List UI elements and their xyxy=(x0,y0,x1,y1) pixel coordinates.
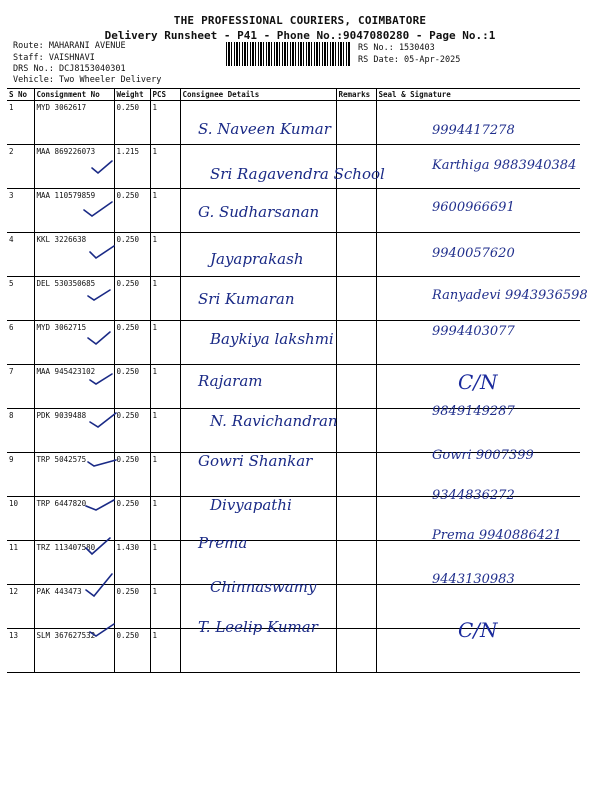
row-pcs: 1 xyxy=(150,233,180,277)
consignee-handwritten-name: T. Leelip Kumar xyxy=(198,618,318,636)
company-title: THE PROFESSIONAL COURIERS, COIMBATORE xyxy=(173,14,427,27)
signature-scrawl: C/N xyxy=(458,370,498,394)
row-pcs: 1 xyxy=(150,497,180,541)
consignment-number: TRP 5042575 xyxy=(34,453,114,497)
consignee-handwritten-name: Jayaprakash xyxy=(210,250,304,268)
signature-scrawl: Karthiga 9883940384 xyxy=(432,158,577,173)
remarks-cell xyxy=(336,365,376,409)
signature-scrawl: 9940057620 xyxy=(432,246,515,261)
row-weight: 0.250 xyxy=(114,101,150,145)
col-consignee-header: Consignee Details xyxy=(180,89,336,101)
consignee-handwritten-name: Sri Kumaran xyxy=(198,290,295,308)
consignment-number: MYD 3062617 xyxy=(34,101,114,145)
col-consignment-header: Consignment No xyxy=(34,89,114,101)
row-pcs: 1 xyxy=(150,541,180,585)
row-pcs: 1 xyxy=(150,101,180,145)
remarks-cell xyxy=(336,233,376,277)
signature-scrawl: 9994417278 xyxy=(432,123,515,138)
consignee-handwritten-name: Chinnaswamy xyxy=(210,578,317,596)
col-weight-header: Weight xyxy=(114,89,150,101)
consignee-handwritten-name: N. Ravichandran xyxy=(210,412,338,430)
consignment-number: KKL 3226638 xyxy=(34,233,114,277)
table-header-row xyxy=(7,89,580,101)
signature-scrawl: Ranyadevi 9943936598 xyxy=(432,288,588,303)
remarks-cell xyxy=(336,321,376,365)
consignment-number: MYD 3062715 xyxy=(34,321,114,365)
consignee-handwritten-name: Baykiya lakshmi xyxy=(210,330,334,348)
vehicle-label: Vehicle: Two Wheeler Delivery xyxy=(13,75,162,85)
row-sno: 1 xyxy=(7,101,34,145)
consignee-handwritten-name: Gowri Shankar xyxy=(198,452,313,470)
remarks-cell xyxy=(336,497,376,541)
rs-number: RS No.: 1530403 xyxy=(358,43,435,53)
signature-scrawl: C/N xyxy=(458,618,498,642)
row-pcs: 1 xyxy=(150,189,180,233)
row-pcs: 1 xyxy=(150,365,180,409)
consignment-number: PAK 443473 xyxy=(34,585,114,629)
staff-label: Staff: VAISHNAVI xyxy=(13,53,95,63)
col-remarks-header: Remarks xyxy=(336,89,376,101)
row-pcs: 1 xyxy=(150,585,180,629)
consignment-number: TRP 6447820 xyxy=(34,497,114,541)
remarks-cell xyxy=(336,101,376,145)
row-weight: 1.215 xyxy=(114,145,150,189)
col-pcs-header: PCS xyxy=(150,89,180,101)
consignee-handwritten-name: Rajaram xyxy=(198,372,263,390)
row-pcs: 1 xyxy=(150,321,180,365)
remarks-cell xyxy=(336,409,376,453)
signature-scrawl: 9600966691 xyxy=(432,200,515,215)
consignment-number: MAA 869226073 xyxy=(34,145,114,189)
row-weight: 0.250 xyxy=(114,585,150,629)
consignment-number: TRZ 113407580 xyxy=(34,541,114,585)
row-sno: 2 xyxy=(7,145,34,189)
row-weight: 0.250 xyxy=(114,189,150,233)
row-weight: 0.250 xyxy=(114,277,150,321)
row-sno: 6 xyxy=(7,321,34,365)
consignee-handwritten-name: Prema xyxy=(198,534,248,552)
row-sno: 11 xyxy=(7,541,34,585)
signature-scrawl: Gowri 9007399 xyxy=(432,448,534,463)
col-sno-header: S No xyxy=(7,89,34,101)
runsheet-subtitle: Delivery Runsheet - P41 - Phone No.:9047080280 - Page No.:1 xyxy=(104,29,496,42)
row-sno: 10 xyxy=(7,497,34,541)
row-weight: 0.250 xyxy=(114,629,150,673)
consignment-number: MAA 945423102 xyxy=(34,365,114,409)
row-weight: 0.250 xyxy=(114,497,150,541)
row-sno: 7 xyxy=(7,365,34,409)
signature-scrawl: 9344836272 xyxy=(432,488,515,503)
consignee-handwritten-name: Divyapathi xyxy=(210,496,292,514)
drs-label: DRS No.: DCJ8153040301 xyxy=(13,64,126,74)
row-weight: 0.250 xyxy=(114,409,150,453)
remarks-cell xyxy=(336,629,376,673)
row-weight: 0.250 xyxy=(114,233,150,277)
row-weight: 1.430 xyxy=(114,541,150,585)
row-sno: 13 xyxy=(7,629,34,673)
row-pcs: 1 xyxy=(150,453,180,497)
col-signature-header: Seal & Signature xyxy=(376,89,580,101)
remarks-cell xyxy=(336,585,376,629)
consignee-handwritten-name: S. Naveen Kumar xyxy=(198,120,331,138)
row-sno: 4 xyxy=(7,233,34,277)
consignment-number: PDK 9039488 xyxy=(34,409,114,453)
row-pcs: 1 xyxy=(150,409,180,453)
signature-scrawl: Prema 9940886421 xyxy=(432,528,562,543)
row-weight: 0.250 xyxy=(114,453,150,497)
consignee-handwritten-name: Sri Ragavendra School xyxy=(210,165,385,183)
remarks-cell xyxy=(336,277,376,321)
row-sno: 3 xyxy=(7,189,34,233)
remarks-cell xyxy=(336,541,376,585)
row-sno: 9 xyxy=(7,453,34,497)
row-sno: 8 xyxy=(7,409,34,453)
row-weight: 0.250 xyxy=(114,321,150,365)
signature-scrawl: 9849149287 xyxy=(432,404,515,419)
remarks-cell xyxy=(336,453,376,497)
consignee-handwritten-name: G. Sudharsanan xyxy=(198,203,320,221)
route-label: Route: MAHARANI AVENUE xyxy=(13,41,126,51)
row-pcs: 1 xyxy=(150,629,180,673)
consignment-number: DEL 530350685 xyxy=(34,277,114,321)
row-sno: 12 xyxy=(7,585,34,629)
row-pcs: 1 xyxy=(150,145,180,189)
consignment-number: MAA 110579859 xyxy=(34,189,114,233)
row-weight: 0.250 xyxy=(114,365,150,409)
row-pcs: 1 xyxy=(150,277,180,321)
row-sno: 5 xyxy=(7,277,34,321)
remarks-cell xyxy=(336,189,376,233)
signature-scrawl: 9994403077 xyxy=(432,324,515,339)
consignment-number: SLM 367627532 xyxy=(34,629,114,673)
signature-scrawl: 9443130983 xyxy=(432,572,515,587)
rs-date: RS Date: 05-Apr-2025 xyxy=(358,55,461,65)
barcode xyxy=(226,42,350,66)
